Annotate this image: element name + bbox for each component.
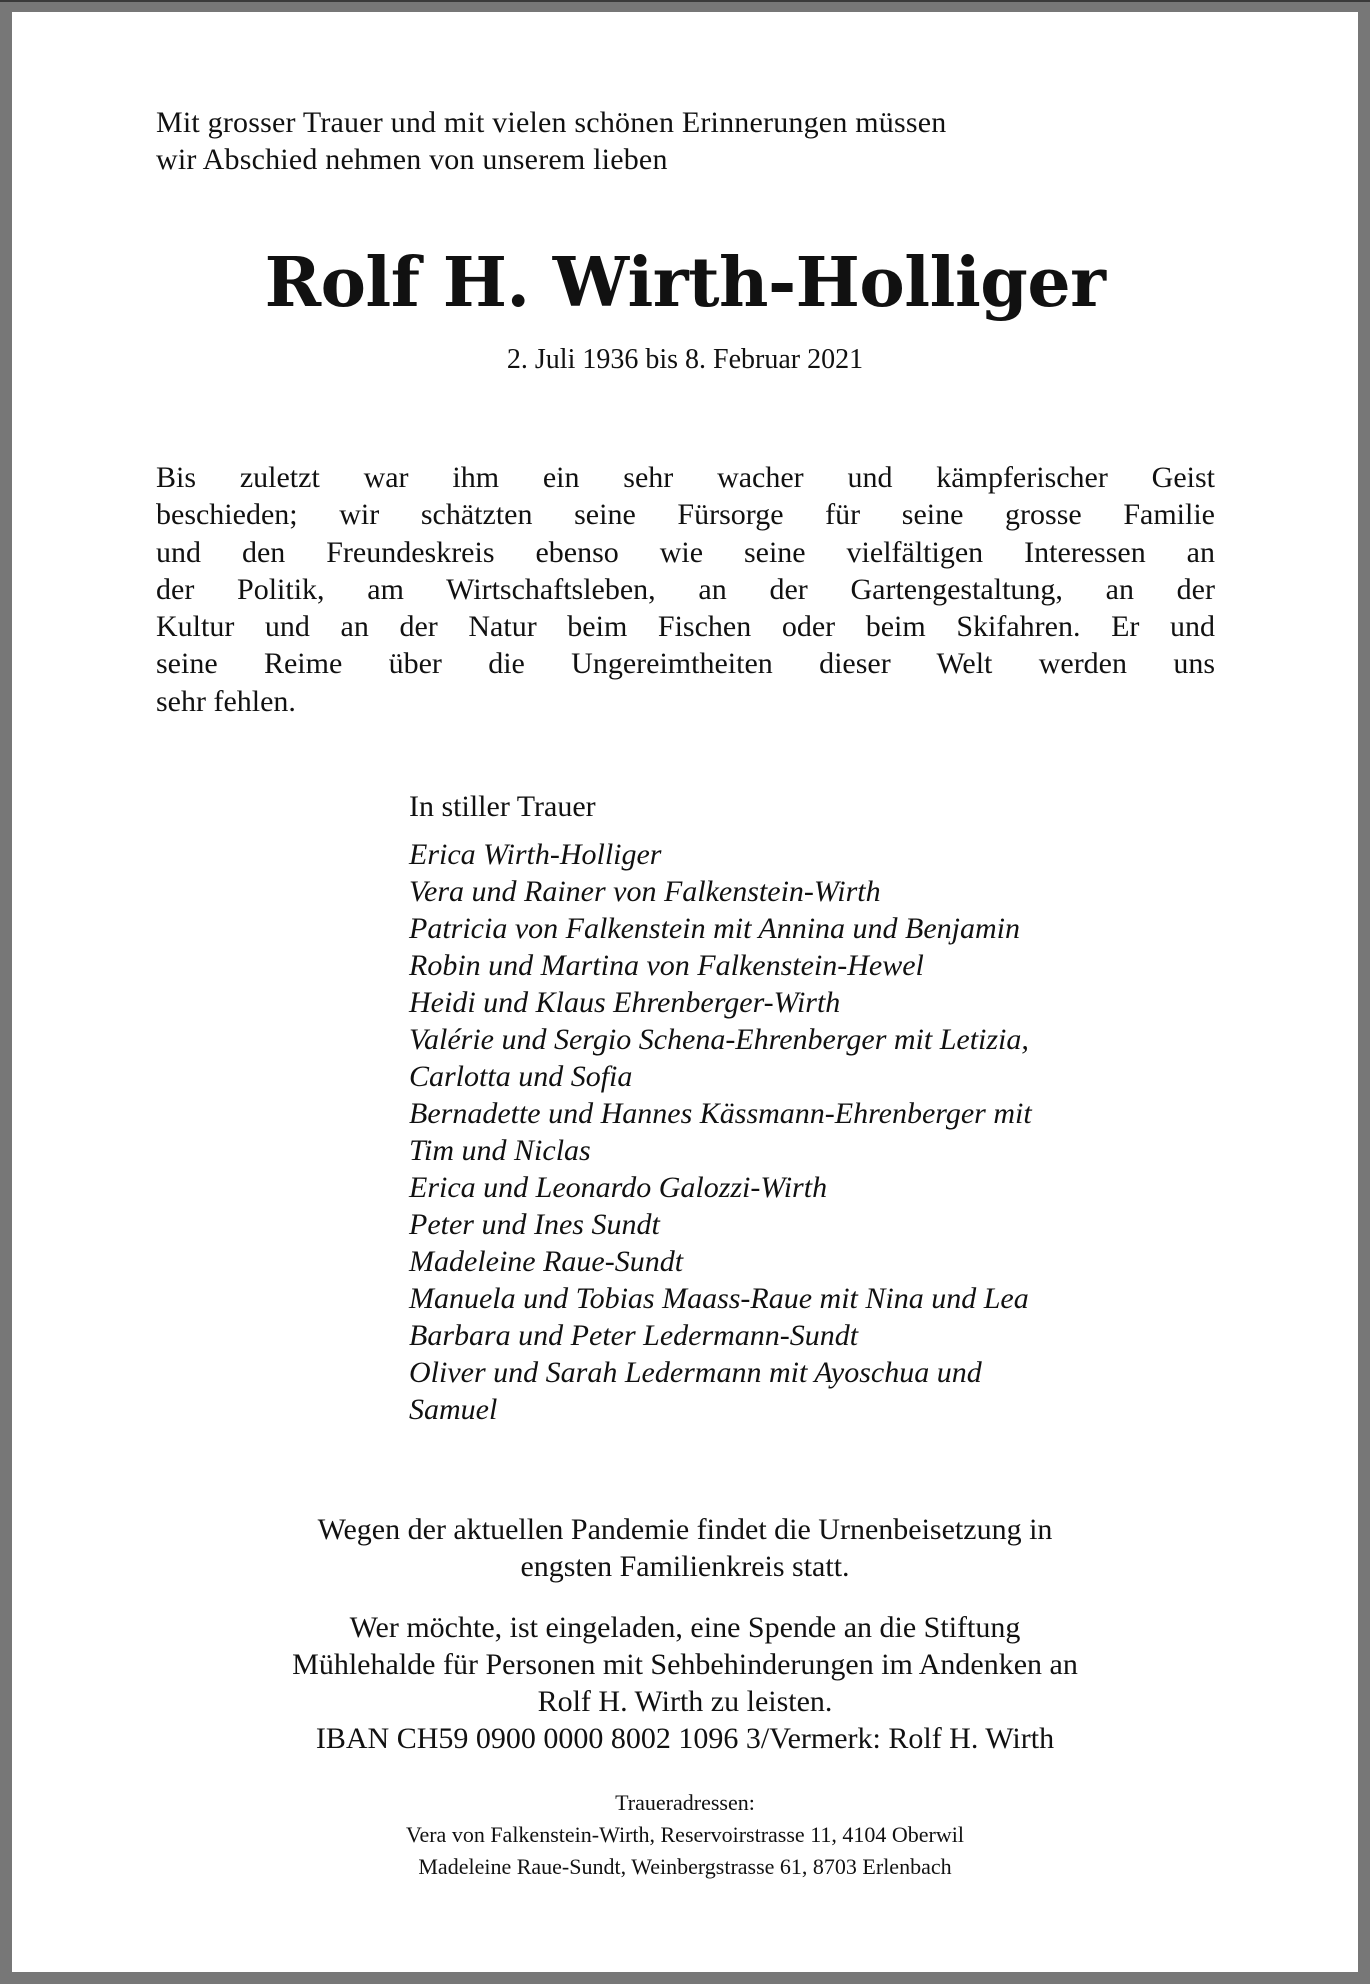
mourner-line: Samuel bbox=[409, 1393, 498, 1426]
mourners-lead: In stiller Trauer bbox=[409, 790, 596, 823]
viewer-top-edge bbox=[0, 0, 1370, 2]
mourning-addresses bbox=[12, 1787, 1358, 1883]
mourner-line: Patricia von Falkenstein mit Annina und Benjamin bbox=[409, 912, 1021, 945]
intro-line: Mit grosser Trauer und mit vielen schönen Erinnerungen müssen bbox=[156, 106, 947, 139]
address-line: Madeleine Raue-Sundt, Weinbergstrasse 61, 8703 Erlenbach bbox=[418, 1854, 952, 1879]
donation-line: Rolf H. Wirth zu leisten. bbox=[537, 1685, 833, 1718]
burial-notice-line: Wegen der aktuellen Pandemie findet die Urnenbeisetzung in bbox=[317, 1513, 1053, 1546]
donation-line: Wer möchte, ist eingeladen, eine Spende an die Stiftung bbox=[349, 1611, 1021, 1644]
life-dates: 2. Juli 1936 bis 8. Februar 2021 bbox=[506, 344, 864, 375]
tribute-line: sehr fehlen. bbox=[156, 684, 296, 718]
tribute-line: und den Freundeskreis ebenso wie seine vielfältigen Interessen an bbox=[156, 535, 1215, 569]
mourner-line: Robin und Martina von Falkenstein-Hewel bbox=[409, 949, 924, 982]
address-line: Vera von Falkenstein-Wirth, Reservoirstrasse 11, 4104 Oberwil bbox=[406, 1822, 964, 1847]
mourner-line: Valérie und Sergio Schena-Ehrenberger mit Letizia, bbox=[409, 1023, 1029, 1056]
donation-notice bbox=[12, 1609, 1358, 1757]
mourner-line: Tim und Niclas bbox=[409, 1134, 591, 1167]
mourners-list bbox=[409, 836, 1229, 1428]
burial-notice bbox=[12, 1511, 1358, 1585]
tribute-line: der Politik, am Wirtschaftsleben, an der Gartengestaltung, an der bbox=[156, 572, 1215, 606]
deceased-name: Rolf H. Wirth-Holliger bbox=[264, 243, 1106, 323]
mourner-line: Erica Wirth-Holliger bbox=[409, 838, 662, 871]
intro-text bbox=[156, 104, 1226, 178]
mourner-line: Bernadette und Hannes Kässmann-Ehrenberger mit bbox=[409, 1097, 1032, 1130]
iban-line: IBAN CH59 0900 0000 8002 1096 3/Vermerk: Rolf H. Wirth bbox=[315, 1722, 1055, 1755]
notices bbox=[12, 1511, 1358, 1757]
donation-line: Mühlehalde für Personen mit Sehbehinderungen im Andenken an bbox=[292, 1648, 1078, 1681]
mourner-line: Oliver und Sarah Ledermann mit Ayoschua und bbox=[409, 1356, 982, 1389]
mourner-line: Vera und Rainer von Falkenstein-Wirth bbox=[409, 875, 881, 908]
mourners-block bbox=[409, 788, 1229, 1428]
mourner-line: Erica und Leonardo Galozzi-Wirth bbox=[409, 1171, 828, 1204]
addresses-heading: Traueradressen: bbox=[615, 1790, 755, 1815]
mourner-line: Carlotta und Sofia bbox=[409, 1060, 633, 1093]
tribute-line: Kultur und an der Natur beim Fischen oder beim Skifahren. Er und bbox=[156, 610, 1215, 644]
obituary-page bbox=[12, 12, 1358, 1972]
tribute-line: Bis zuletzt war ihm ein sehr wacher und kämpferischer Geist bbox=[156, 461, 1215, 494]
tribute-line: beschieden; wir schätzten seine Fürsorge für seine grosse Familie bbox=[156, 498, 1215, 532]
mourner-line: Barbara und Peter Ledermann-Sundt bbox=[409, 1319, 859, 1352]
burial-notice-line: engsten Familienkreis statt. bbox=[520, 1550, 850, 1583]
mourner-line: Peter und Ines Sundt bbox=[409, 1208, 660, 1241]
tribute-paragraph bbox=[156, 459, 1215, 720]
mourner-line: Heidi und Klaus Ehrenberger-Wirth bbox=[409, 986, 841, 1019]
mourner-line: Manuela und Tobias Maass-Raue mit Nina und Lea bbox=[409, 1282, 1029, 1315]
mourner-line: Madeleine Raue-Sundt bbox=[409, 1245, 684, 1278]
intro-line: wir Abschied nehmen von unserem lieben bbox=[156, 143, 668, 176]
tribute-line: seine Reime über die Ungereimtheiten dieser Welt werden uns bbox=[156, 647, 1215, 681]
